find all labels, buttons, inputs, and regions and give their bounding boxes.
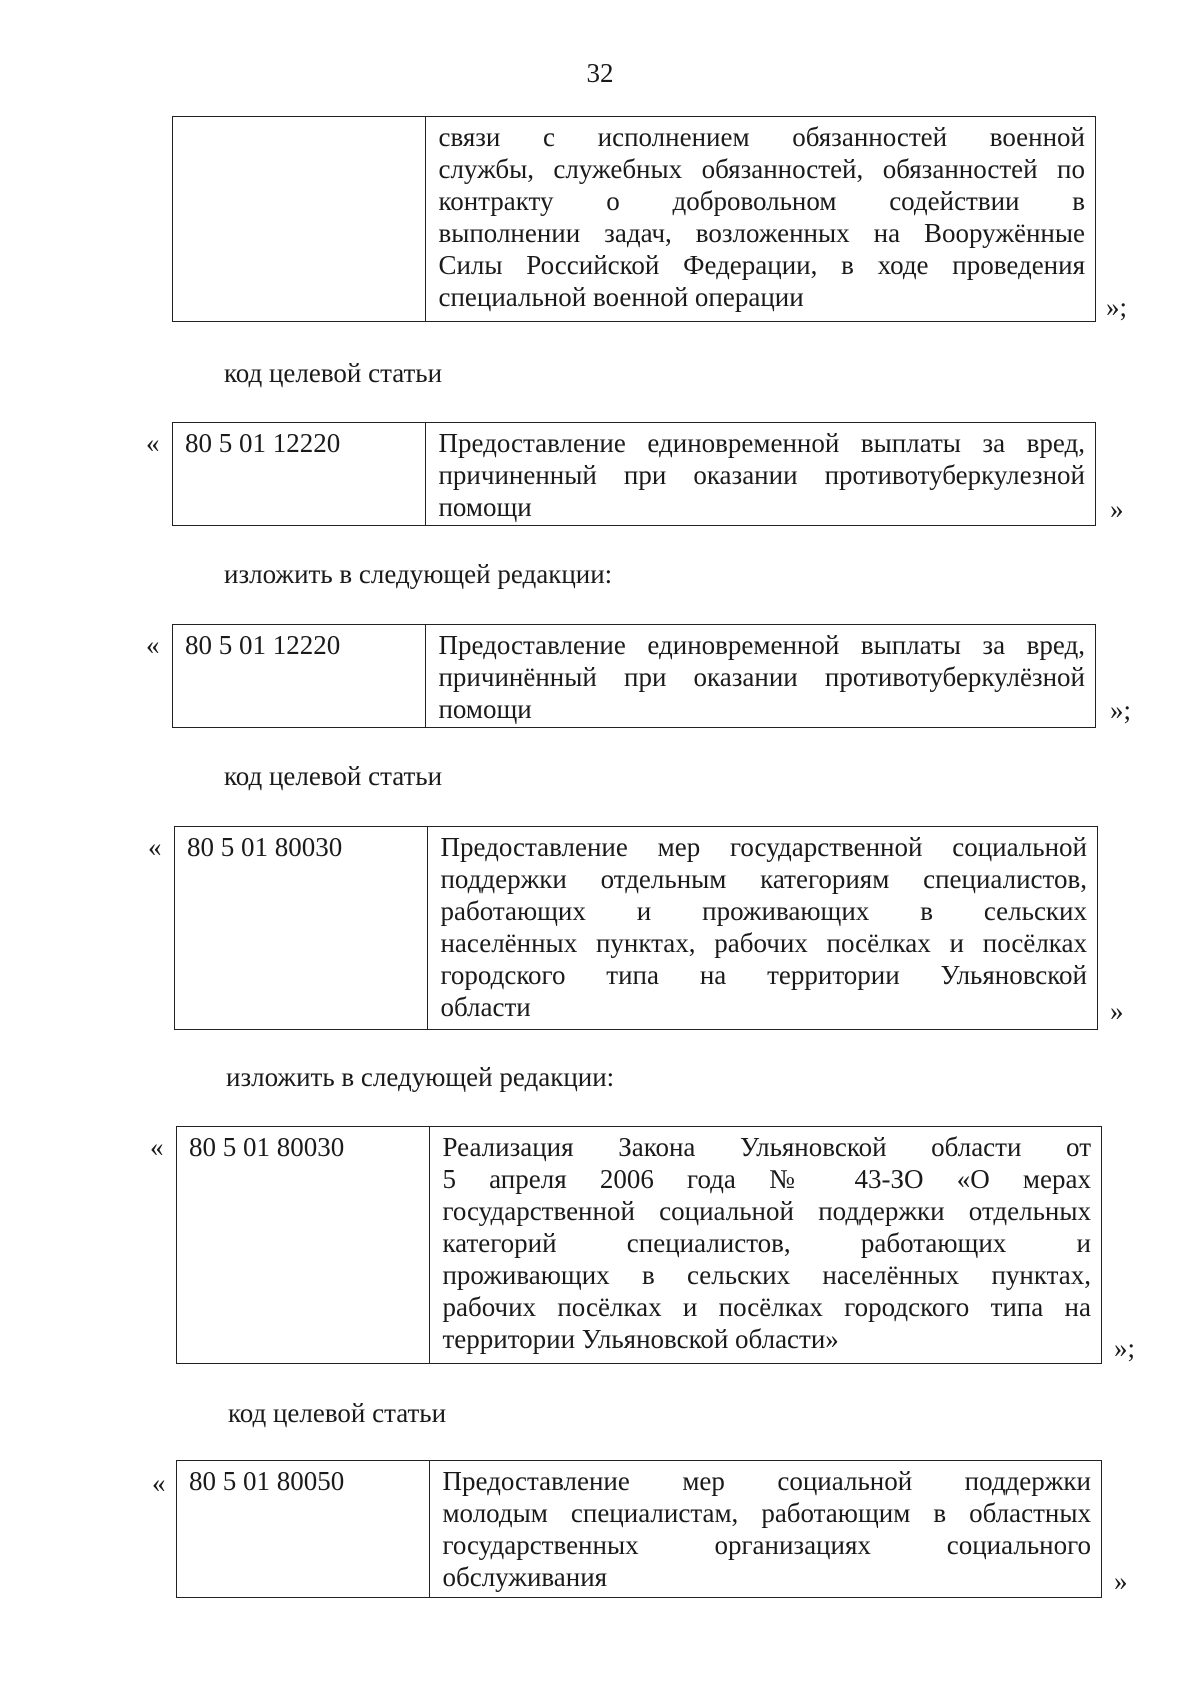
code-cell: 80 5 01 12220 — [173, 625, 426, 727]
closing-quote: »; — [1114, 1333, 1136, 1363]
opening-quote: « — [148, 832, 162, 862]
closing-quote: » — [1110, 996, 1124, 1026]
closing-quote: »; — [1110, 695, 1132, 725]
code-cell — [173, 117, 426, 321]
table-row — [172, 624, 1096, 728]
code-cell: 80 5 01 80030 — [175, 827, 428, 1029]
code-cell: 80 5 01 80050 — [177, 1461, 430, 1597]
section-label: изложить в следующей редакции: — [226, 1062, 615, 1092]
closing-quote: »; — [1106, 292, 1128, 322]
table-row — [172, 422, 1096, 526]
section-label: изложить в следующей редакции: — [224, 559, 613, 589]
table-row — [174, 826, 1098, 1030]
description-cell: Предоставление единовременной выплаты за вред, причиненный при оказании противотуберкулезной помощи — [438, 428, 1085, 522]
opening-quote: « — [146, 630, 160, 660]
section-label: код целевой статьи — [228, 1398, 447, 1428]
opening-quote: « — [152, 1468, 166, 1498]
table-row — [176, 1126, 1102, 1364]
description-cell: Реализация Закона Ульяновской области от 5 апреля 2006 года № 43-ЗО «О мерах государственной социальной поддержки отдельных категорий специалистов, работающих и проживающих в сельских населённых пунктах, рабочих посёлках и посёлках городского типа на территории Ульяновской области» — [442, 1132, 1091, 1354]
page-number: 32 — [586, 58, 614, 88]
table-row — [176, 1460, 1102, 1598]
code-cell: 80 5 01 12220 — [173, 423, 426, 525]
section-label: код целевой статьи — [224, 761, 443, 791]
section-label: код целевой статьи — [224, 358, 443, 388]
table-row-continuation — [172, 116, 1096, 322]
description-cell: Предоставление мер государственной социальной поддержки отдельным категориям специалистов, работающих и проживающих в сельских населённых пунктах, рабочих посёлках и посёлках городского типа на территории Ульяновской области — [440, 832, 1087, 1022]
closing-quote: » — [1110, 494, 1124, 524]
opening-quote: « — [150, 1132, 164, 1162]
description-cell: связи с исполнением обязанностей военной службы, служебных обязанностей, обязанностей по контракту о добровольном содействии в выполнении задач, возложенных на Вооружённые Силы Российской Федерации, в ходе проведения специальной военной операции — [438, 122, 1085, 312]
description-cell: Предоставление единовременной выплаты за вред, причинённый при оказании противотуберкулёзной помощи — [438, 630, 1085, 724]
code-cell: 80 5 01 80030 — [177, 1127, 430, 1363]
description-cell: Предоставление мер социальной поддержки молодым специалистам, работающим в областных государственных организациях социального обслуживания — [442, 1466, 1091, 1592]
opening-quote: « — [146, 428, 160, 458]
closing-quote: » — [1114, 1566, 1128, 1596]
